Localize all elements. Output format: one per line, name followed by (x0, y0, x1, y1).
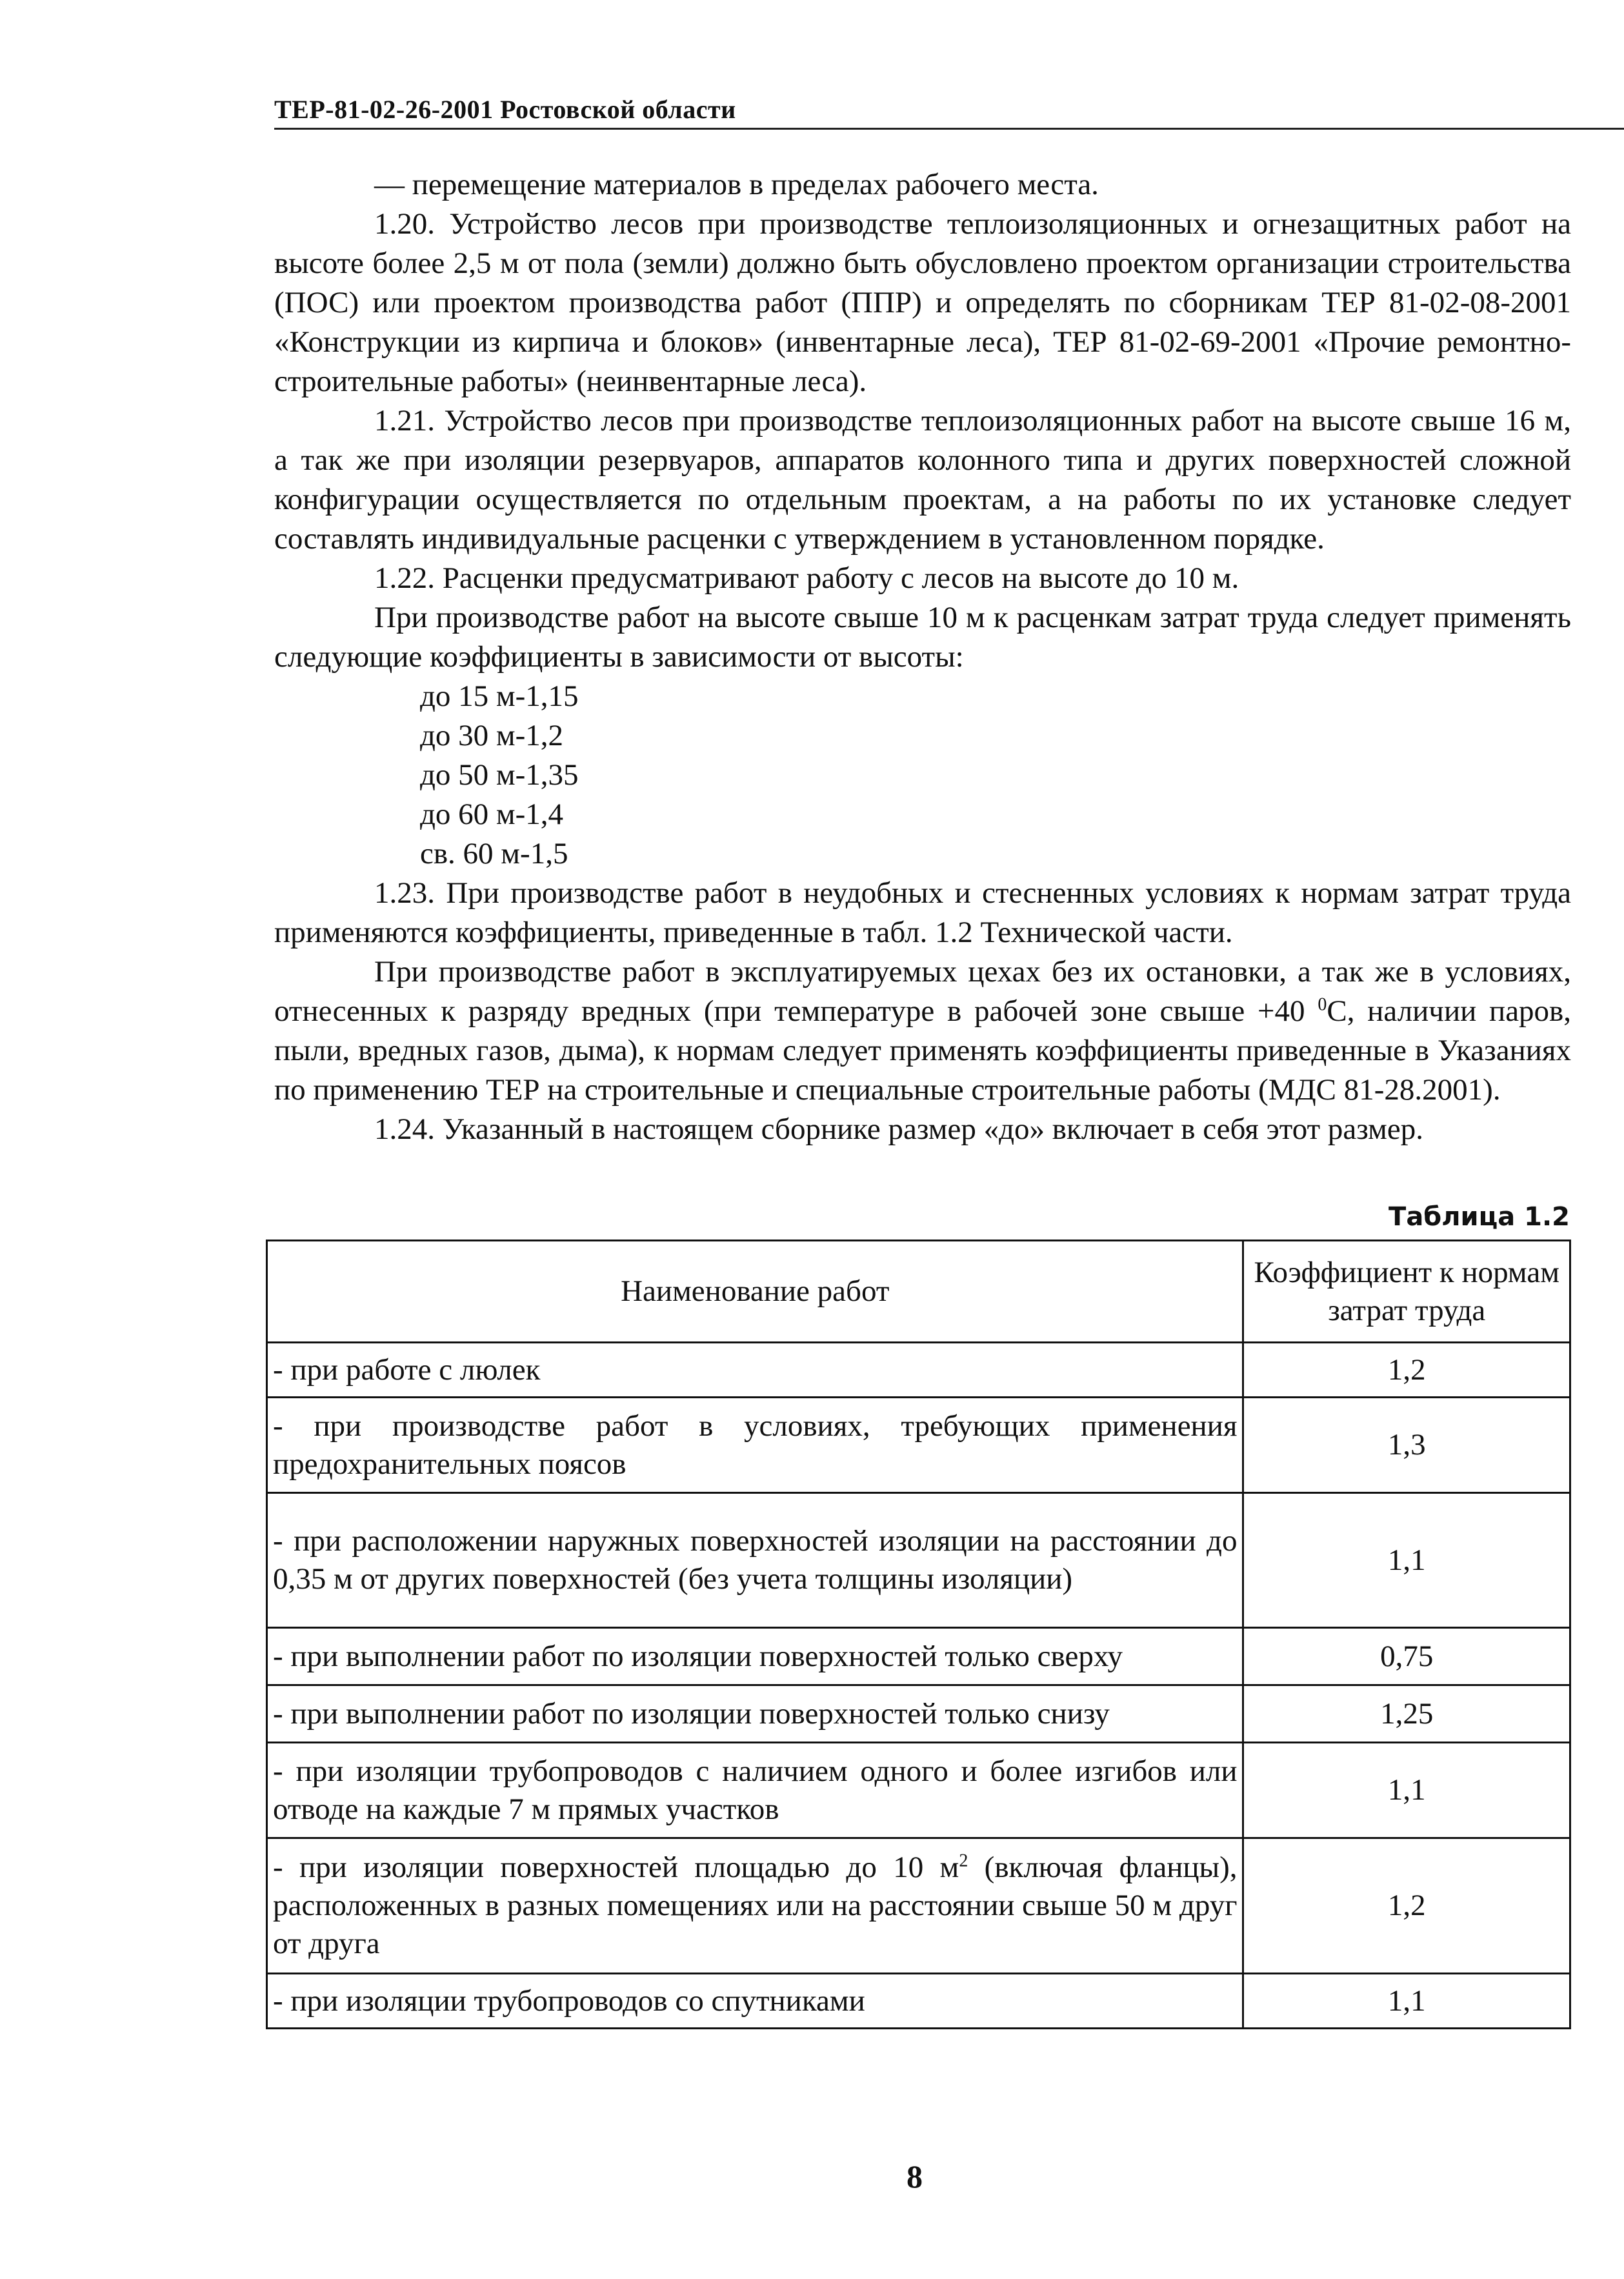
document-body (274, 165, 1571, 1149)
coefficient-table (266, 1240, 1571, 2029)
paragraph-dash-item: — перемещение материалов в пределах рабочего места. (374, 168, 1099, 201)
table-cell-name: - при изоляции трубопроводов с наличием одного и более изгибов или отводе на каждые 7 м прямых участков (267, 1743, 1243, 1838)
table-caption: Таблица 1.2 (1388, 1202, 1570, 1232)
height-coefficient-item: до 60 м-1,4 (420, 798, 564, 831)
paragraph-height-intro: При производстве работ на высоте свыше 10 м к расценкам затрат труда следует применять следующие коэффициенты в зависимости от высоты: (274, 601, 1571, 674)
table-cell-value: 1,1 (1243, 1493, 1570, 1628)
paragraph-1-23: 1.23. При производстве работ в неудобных и стесненных условиях к нормам затрат труда применяются коэффициенты, приведенные в табл. 1.2 Технической части. (274, 876, 1571, 949)
table-header-row (267, 1241, 1570, 1343)
paragraph-1-20: 1.20. Устройство лесов при производстве теплоизоляционных и огнезащитных работ на высоте более 2,5 м от пола (земли) должно быть обусловлено проектом организации строительства (ПОС) или проектом производства работ (ППР) и определять по сборникам ТЕР 81-02-08-2001 «Конструкции из кирпича и блоков» (инвентарные леса), ТЕР 81-02-69-2001 «Прочие ремонтно-строительные работы» (неинвентарные леса). (274, 207, 1571, 398)
table-cell-text-part: - при изоляции поверхностей площадью до 10 м (273, 1851, 959, 1884)
table-cell-name (267, 1838, 1243, 1974)
table-row (267, 1398, 1570, 1493)
superscript-square: 2 (959, 1851, 968, 1871)
paragraph-1-22: 1.22. Расценки предусматривают работу с лесов на высоте до 10 м. (374, 561, 1239, 595)
table-cell-value: 1,2 (1243, 1343, 1570, 1398)
table-row (267, 1743, 1570, 1838)
paragraph-1-24: 1.24. Указанный в настоящем сборнике размер «до» включает в себя этот размер. (374, 1112, 1423, 1146)
table-row (267, 1974, 1570, 2029)
table-header-coefficient: Коэффициент к нормам затрат труда (1243, 1241, 1570, 1343)
table-cell-value: 1,1 (1243, 1974, 1570, 2029)
table-cell-text-part: (включая фланцы), расположенных в разных помещениях или на расстоянии свыше 50 м друг от друга (273, 1851, 1238, 1960)
table-header-works: Наименование работ (267, 1241, 1243, 1343)
table-cell-name: - при выполнении работ по изоляции поверхностей только сверху (267, 1628, 1243, 1685)
height-coefficient-list (274, 677, 1571, 874)
table-cell-value: 1,3 (1243, 1398, 1570, 1493)
table-row (267, 1343, 1570, 1398)
table-cell-name: - при работе с люлек (267, 1343, 1243, 1398)
height-coefficient-item: св. 60 м-1,5 (420, 837, 568, 870)
table-cell-value: 1,2 (1243, 1838, 1570, 1974)
table-row (267, 1628, 1570, 1685)
table-row (267, 1493, 1570, 1628)
table-cell-value: 1,25 (1243, 1685, 1570, 1743)
table-row (267, 1838, 1570, 1974)
height-coefficient-item: до 15 м-1,15 (420, 679, 579, 713)
paragraph-text-part: С, наличии паров, пыли, вредных газов, дыма), к нормам следует применять коэффициенты приведенные в Указаниях по применению ТЕР на строительные и специальные строительные работы (МДС 81-28.2001). (274, 994, 1572, 1107)
table-cell-name: - при изоляции трубопроводов со спутниками (267, 1974, 1243, 2029)
table-cell-name: - при выполнении работ по изоляции поверхностей только снизу (267, 1685, 1243, 1743)
height-coefficient-item: до 50 м-1,35 (420, 758, 579, 792)
table-cell-name: - при производстве работ в условиях, требующих применения предохранительных поясов (267, 1398, 1243, 1493)
table-cell-name: - при расположении наружных поверхностей изоляции на расстоянии до 0,35 м от других поверхностей (без учета толщины изоляции) (267, 1493, 1243, 1628)
paragraph-text-part: При производстве работ в эксплуатируемых цехах без их остановки, а так же в условиях, отнесенных к разряду вредных (при температуре в рабочей зоне свыше +40 (274, 955, 1571, 1028)
height-coefficient-item: до 30 м-1,2 (420, 719, 564, 752)
table-row (267, 1685, 1570, 1743)
paragraph-harmful-conditions (274, 952, 1571, 1110)
document-header: ТЕР-81-02-26-2001 Ростовской области (274, 94, 1624, 130)
paragraph-1-21: 1.21. Устройство лесов при производстве теплоизоляционных работ на высоте свыше 16 м, а так же при изоляции резервуаров, аппаратов колонного типа и других поверхностей сложной конфигурации осуществляется по отдельным проектам, а на работы по их установке следует составлять индивидуальные расценки с утверждением в установленном порядке. (274, 404, 1571, 556)
table-cell-value: 1,1 (1243, 1743, 1570, 1838)
page-number: 8 (907, 2158, 923, 2194)
superscript-degree: 0 (1318, 994, 1327, 1015)
table-cell-value: 0,75 (1243, 1628, 1570, 1685)
